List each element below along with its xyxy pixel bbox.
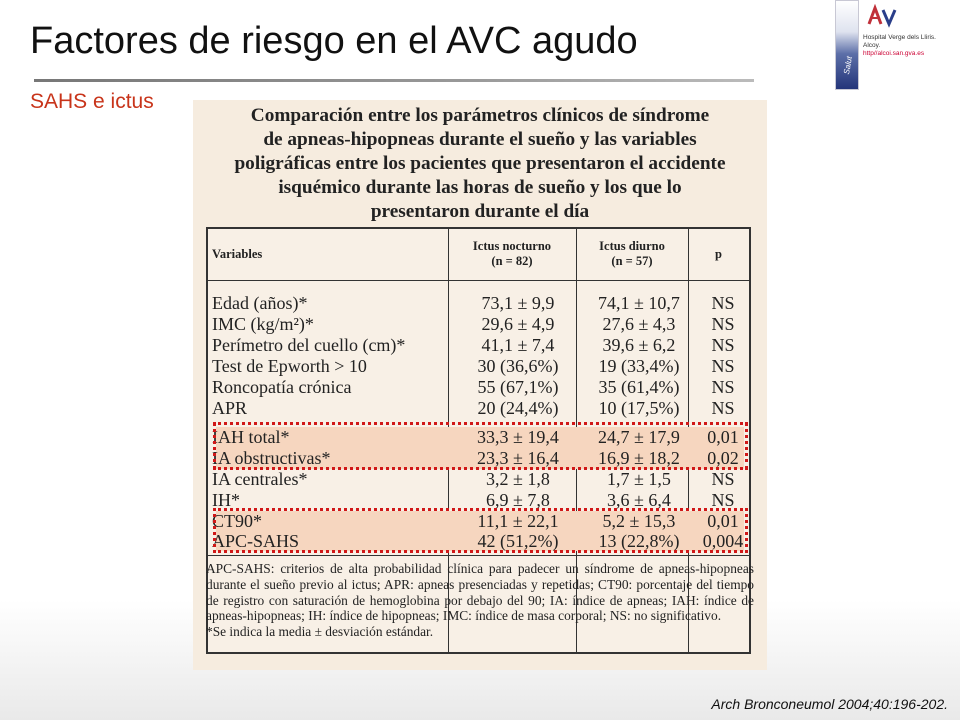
highlight-box-iah — [213, 422, 748, 470]
cell-variable: IMC (kg/m²)* — [212, 314, 314, 334]
caption-line: presentaron durante el día — [370, 201, 590, 222]
slide-subtitle: SAHS e ictus — [30, 90, 154, 113]
cell-nocturno: 3,2 ± 1,8 — [486, 469, 550, 489]
logo-strip-text: Salut — [842, 55, 855, 76]
cell-diurno: 10 (17,5%) — [598, 398, 680, 418]
title-underline — [34, 79, 754, 82]
cell-diurno: 16,9 ± 18,2 — [598, 448, 680, 468]
cell-p: 0,004 — [702, 531, 744, 551]
cell-variable: Perímetro del cuello (cm)* — [212, 335, 406, 355]
cell-nocturno: 11,1 ± 22,1 — [477, 511, 559, 531]
cell-nocturno: 29,6 ± 4,9 — [481, 314, 555, 334]
cell-diurno: 39,6 ± 6,2 — [602, 335, 676, 355]
header-diurno — [576, 239, 688, 269]
hospital-mark-icon — [865, 4, 905, 28]
cell-p: 0,01 — [707, 511, 739, 531]
cell-variable: Test de Epworth > 10 — [212, 356, 367, 376]
cell-diurno: 27,6 ± 4,3 — [602, 314, 676, 334]
header-diurno-n: (n = 57) — [611, 254, 653, 268]
cell-diurno: 35 (61,4%) — [598, 377, 680, 397]
cell-variable: IA obstructivas* — [212, 448, 331, 468]
table-footnote — [206, 561, 754, 640]
cell-diurno: 13 (22,8%) — [598, 531, 680, 551]
cell-p: NS — [711, 377, 735, 397]
footnote-mean: *Se indica la media ± desviación estándar. — [206, 624, 434, 640]
figure-caption — [193, 104, 767, 224]
table-row — [208, 398, 749, 419]
cell-diurno: 1,7 ± 1,5 — [607, 469, 671, 489]
header-divider — [208, 280, 749, 281]
cell-p: NS — [711, 314, 735, 334]
cell-variable: IAH total* — [212, 427, 290, 447]
logo-url: http//alcoi.san.gva.es — [863, 50, 925, 57]
hospital-logo — [833, 0, 958, 90]
cell-p: NS — [711, 335, 735, 355]
header-nocturno-n: (n = 82) — [491, 254, 533, 268]
table-row — [208, 293, 749, 314]
cell-nocturno: 6,9 ± 7,8 — [486, 490, 550, 510]
header-variables: Variables — [212, 247, 263, 261]
cell-variable: CT90* — [212, 511, 263, 531]
table-row — [208, 377, 749, 398]
cell-variable: IA centrales* — [212, 469, 308, 489]
cell-diurno: 19 (33,4%) — [598, 356, 680, 376]
caption-line: poligráficas entre los pacientes que presentaron el accidente — [234, 153, 726, 174]
slide-title: Factores de riesgo en el AVC agudo — [30, 20, 638, 62]
cell-variable: Edad (años)* — [212, 293, 308, 313]
header-diurno-label: Ictus diurno — [599, 239, 665, 253]
citation-source: Arch Bronconeumol 2004;40:196-202. — [711, 696, 948, 712]
cell-nocturno: 42 (51,2%) — [477, 531, 559, 551]
cell-p: 0,01 — [707, 427, 739, 447]
cell-p: 0,02 — [707, 448, 739, 468]
logo-text — [863, 34, 958, 58]
cell-nocturno: 30 (36,6%) — [477, 356, 559, 376]
table-row — [208, 314, 749, 335]
caption-line: de apneas-hipopneas durante el sueño y las variables — [263, 129, 697, 150]
cell-p: NS — [711, 293, 735, 313]
cell-diurno: 3,6 ± 6,4 — [607, 490, 671, 510]
cell-nocturno: 41,1 ± 7,4 — [481, 335, 555, 355]
cell-variable: APR — [212, 398, 248, 418]
cell-p: NS — [711, 469, 735, 489]
cell-nocturno: 73,1 ± 9,9 — [481, 293, 555, 313]
cell-variable: APC-SAHS — [212, 531, 300, 551]
table-bottom-rule — [208, 555, 749, 556]
cell-diurno: 74,1 ± 10,7 — [598, 293, 680, 313]
cell-nocturno: 33,3 ± 19,4 — [477, 427, 559, 447]
highlight-box-ct90 — [213, 508, 748, 553]
cell-p: NS — [711, 490, 735, 510]
caption-line: Comparación entre los parámetros clínicos de síndrome — [250, 105, 710, 126]
header-nocturno-label: Ictus nocturno — [472, 239, 552, 253]
cell-nocturno: 20 (24,4%) — [477, 398, 559, 418]
cell-p: NS — [711, 398, 735, 418]
table-row — [208, 335, 749, 356]
cell-diurno: 24,7 ± 17,9 — [598, 427, 680, 447]
cell-diurno: 5,2 ± 15,3 — [602, 511, 676, 531]
footnote-abbreviations: APC-SAHS: criterios de alta probabilidad clínica para padecer un síndrome de apneas-hipopneas durante el sueño previo al ictus; APR: apneas presenciadas y repetidas; CT90: porcentaje del tiempo de registro con saturación de hemoglobina por debajo del 90; IA: índice de apneas; IAH: índice de apneas-hipopneas; IH: índice de hipopneas; IMC: índice de masa corporal; NS: no significativo. — [206, 561, 754, 624]
table-figure — [193, 100, 767, 670]
cell-nocturno: 23,3 ± 16,4 — [477, 448, 559, 468]
logo-hospital-name: Hospital Verge dels Lliris. — [863, 34, 936, 41]
table-row — [208, 469, 749, 490]
cell-variable: IH* — [212, 490, 240, 510]
logo-strip — [835, 0, 859, 90]
table-row — [208, 356, 749, 377]
header-nocturno — [448, 239, 576, 269]
cell-variable: Roncopatía crónica — [212, 377, 352, 397]
header-p: p — [715, 247, 722, 261]
logo-city: Alcoy. — [863, 42, 881, 49]
caption-line: isquémico durante las horas de sueño y los que lo — [278, 177, 682, 198]
cell-p: NS — [711, 356, 735, 376]
cell-nocturno: 55 (67,1%) — [477, 377, 559, 397]
